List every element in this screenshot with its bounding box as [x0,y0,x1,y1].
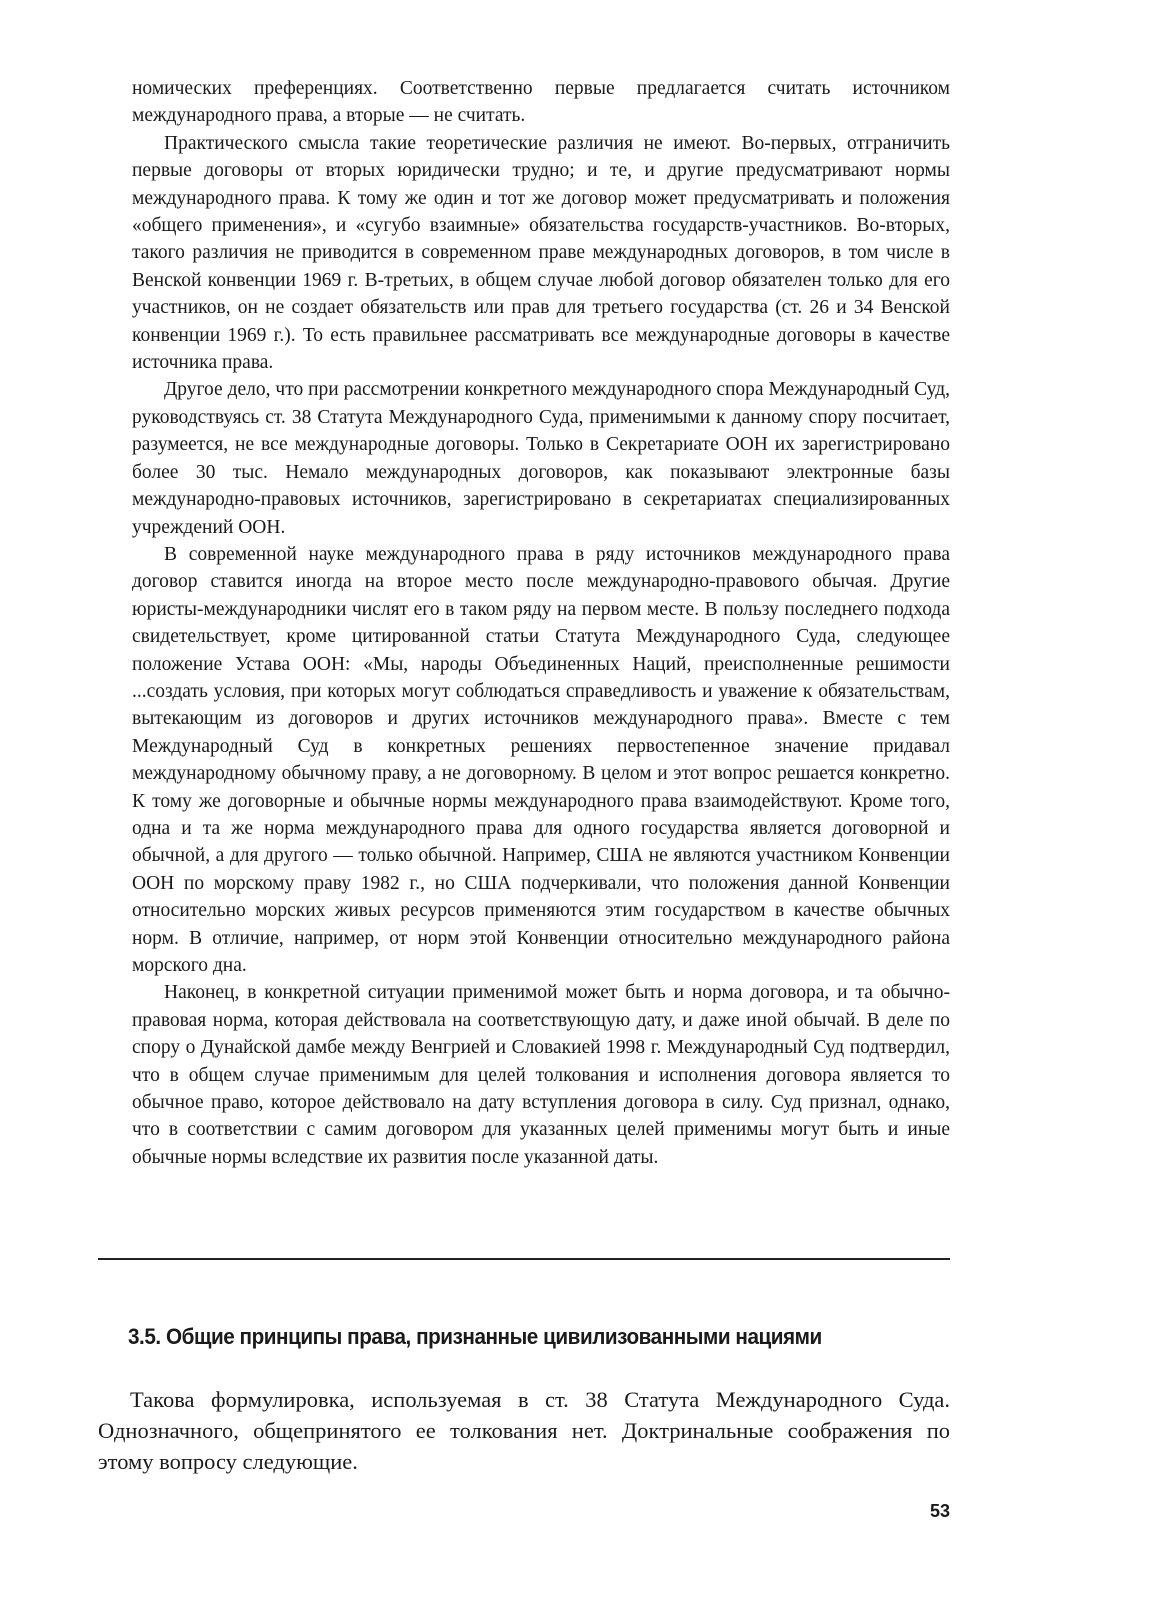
box-paragraph-2: Практического смысла такие теоретические различия не имеют. Во-первых, отграничить первые договоры от вторых юридически трудно; и те, и другие предусматривают нормы международного права. К тому же один и тот же договор может предусматривать и положения «общего применения», и «сугубо взаимные» обязательства государств-участников. Во-вторых, такого различия не приводится в современном праве международных договоров, в том числе в Венской конвенции 1969 г. В-третьих, в общем случае любой договор обязателен только для его участников, он не создает обязательств или прав для третьего государства (ст. 26 и 34 Венской конвенции 1969 г.). То есть правильнее рассматривать все международные договоры в качестве источника права. [132,132,950,374]
boxed-text-block [132,75,950,1171]
page-number: 53 [929,1501,950,1521]
box-paragraph-4: В современной науке международного права в ряду источников международного права договор ставится иногда на второе место после международно-правового обычая. Другие юристы-международники числят его в таком ряду на первом месте. В пользу последнего подхода свидетельствует, кроме цитированной статьи Статута Международного Суда, следующее положение Устава ООН: «Мы, народы Объединенных Наций, преисполненные решимости ...создать условия, при которых могут соблюдаться справедливость и уважение к обязательствам, вытекающим из договоров и других источников международного права». Вместе с тем Международный Суд в конкретных решениях первостепенное значение придавал международному обычному праву, а не договорному. В целом и этот вопрос решается конкретно. К тому же договорные и обычные нормы международного права взаимодействуют. Кроме того, одна и та же норма международного права для одного государства является договорной и обычной, а для другого — только обычной. Например, США не являются участником Конвенции ООН по морскому праву 1982 г., но США подчеркивали, что положения данной Конвенции относительно морских живых ресурсов применяются этим государством в качестве обычных норм. В отличие, например, от норм этой Конвенции относительно международного района морского дна. [132,543,950,976]
box-bottom-rule [98,1258,950,1260]
box-paragraph-3: Другое дело, что при рассмотрении конкретного международного спора Международный Суд, руководствуясь ст. 38 Статута Международного Суда, применимыми к данному спору посчитает, разумеется, не все международные договоры. Только в Секретариате ООН их зарегистрировано более 30 тыс. Немало международных договоров, как показывают электронные базы международно-правовых источников, зарегистрировано в секретариатах специализированных учреждений ООН. [132,379,950,538]
section-intro-paragraph: Такова формулировка, используемая в ст. 38 Статута Международного Суда. Однозначного, общепринятого ее толкования нет. Доктринальные соображения по этому вопросу следующие. [98,1387,950,1474]
box-paragraph-1: номических преференциях. Соответственно первые предлагается считать источником международного права, а вторые — не считать. [132,78,950,127]
box-paragraph-5: Наконец, в конкретной ситуации применимой может быть и норма договора, и та обычно-правовая норма, которая действовала на соответствующую дату, и даже иной обычай. В деле по спору о Дунайской дамбе между Венгрией и Словакией 1998 г. Международный Суд подтвердил, что в общем случае применимым для целей толкования и исполнения договора является то обычное право, которое действовало на дату вступления договора в силу. Суд признал, однако, что в соответствии с самим договором для указанных целей применимы могут быть и иные обычные нормы вследствие их развития после указанной даты. [132,982,950,1168]
section-heading: 3.5. Общие принципы права, признанные цивилизованными нациями [128,1324,822,1349]
